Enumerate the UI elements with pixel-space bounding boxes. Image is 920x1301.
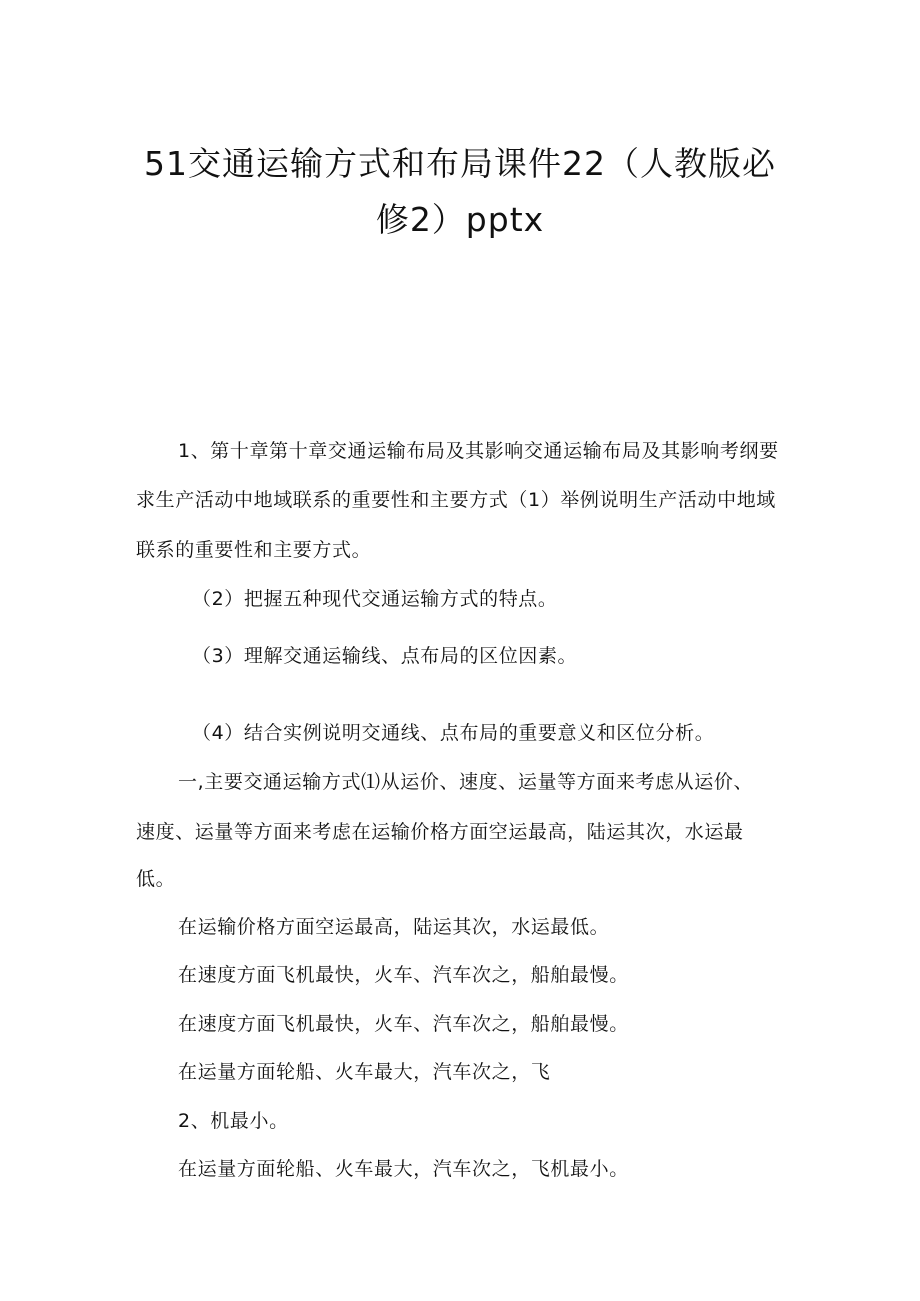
body-line: 在运量方面轮船、火车最大，汽车次之，飞机最小。 bbox=[178, 1158, 629, 1180]
body-line: 速度、运量等方面来考虑在运输价格方面空运最高，陆运其次，水运最 bbox=[136, 821, 744, 843]
body-line: 在速度方面飞机最快，火车、汽车次之，船舶最慢。 bbox=[178, 1013, 629, 1035]
body-line: 在速度方面飞机最快，火车、汽车次之，船舶最慢。 bbox=[178, 964, 629, 986]
body-line: 在运输价格方面空运最高，陆运其次，水运最低。 bbox=[178, 916, 610, 938]
body-line: （2）把握五种现代交通运输方式的特点。 bbox=[192, 588, 558, 610]
body-line: 2、机最小。 bbox=[178, 1110, 289, 1132]
body-line: （4）结合实例说明交通线、点布局的重要意义和区位分析。 bbox=[192, 722, 715, 744]
body-line: 一,主要交通运输方式⑴从运价、速度、运量等方面来考虑从运价、 bbox=[178, 771, 754, 793]
body-line: 求生产活动中地域联系的重要性和主要方式（1）举例说明生产活动中地域 bbox=[136, 489, 776, 511]
body-line: 1、第十章第十章交通运输布局及其影响交通运输布局及其影响考纲要 bbox=[178, 440, 779, 462]
body-line: 联系的重要性和主要方式。 bbox=[136, 539, 372, 561]
body-line: 低。 bbox=[136, 868, 176, 890]
document-title-line-1: 51交通运输方式和布局课件22（人教版必 bbox=[144, 144, 776, 183]
document-title-line-2: 修2）pptx bbox=[375, 200, 545, 239]
body-line: 在运量方面轮船、火车最大，汽车次之，飞 bbox=[178, 1061, 551, 1083]
body-line: （3）理解交通运输线、点布局的区位因素。 bbox=[192, 645, 578, 667]
